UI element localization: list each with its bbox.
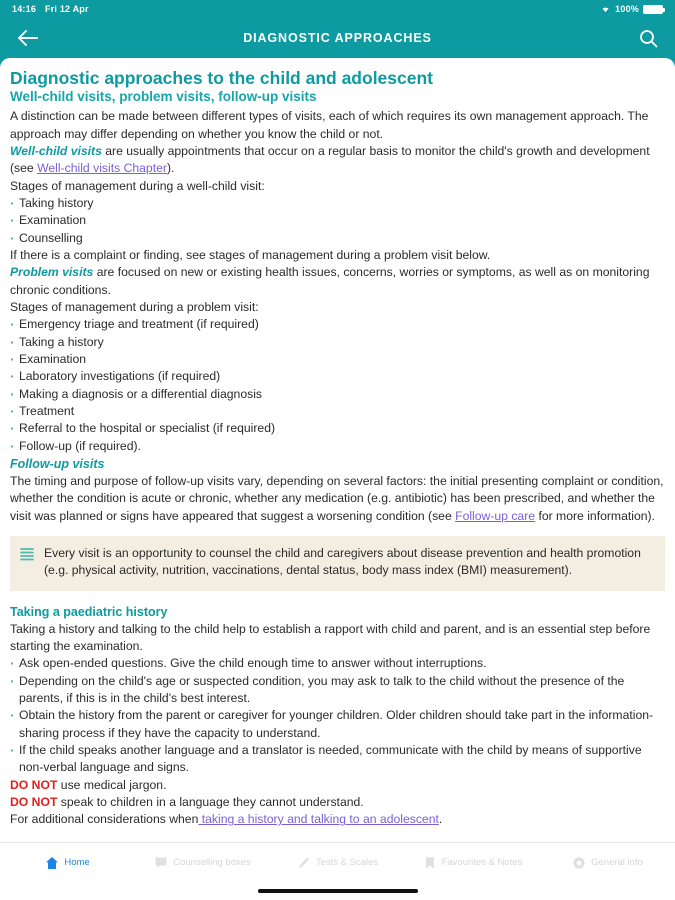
gear-icon	[572, 856, 586, 870]
followup-text-b: for more information).	[535, 508, 655, 523]
intro-paragraph: A distinction can be made between different types of visits, each of which requires its own management approach. The approach may differ depending on whether you know the child or not.	[10, 109, 649, 141]
nav-label: Favourites & Notes	[441, 857, 523, 868]
battery-icon	[643, 5, 663, 14]
list-item: · Emergency triage and treatment (if required)	[10, 316, 665, 333]
search-icon[interactable]	[635, 25, 661, 51]
battery-percent: 100%	[615, 4, 639, 14]
wellchild-paragraph	[10, 143, 665, 178]
status-time: 14:16	[12, 4, 37, 14]
list-item: · If the child speaks another language and a translator is needed, communicate with the child by means of supportive non-verbal language and signs.	[10, 742, 665, 777]
closing-line	[10, 811, 665, 828]
wellchild-text-a: are usually appointments that occur on a regular basis to monitor the child's growth and development (see	[10, 143, 650, 176]
home-indicator[interactable]	[258, 889, 418, 893]
list-lines-icon	[20, 547, 35, 567]
wellchild-note: If there is a complaint or finding, see stages of management during a problem visit below.	[10, 247, 491, 262]
status-bar	[0, 0, 675, 18]
nav-label: General info	[591, 857, 643, 868]
history-heading: Taking a paediatric history	[10, 604, 168, 619]
list-item: · Examination	[10, 212, 665, 229]
status-bar-left	[12, 4, 89, 14]
problem-term: Problem visits	[10, 265, 94, 280]
donot-label: DO NOT	[10, 795, 58, 810]
app-bar	[0, 18, 675, 58]
followup-paragraph	[10, 473, 665, 525]
problem-paragraph	[10, 264, 665, 299]
info-callout	[10, 536, 665, 591]
list-item: · Making a diagnosis or a differential diagnosis	[10, 386, 665, 403]
list-item: · Laboratory investigations (if required)	[10, 368, 665, 385]
info-callout-text: Every visit is an opportunity to counsel the child and caregivers about disease prevention and health promotion (e.g. physical activity, nutrition, vaccinations, dental status, body mass index (BMI) measurement).	[44, 545, 641, 578]
nav-label: Counselling boxes	[173, 857, 251, 868]
history-bullet-list	[10, 655, 665, 776]
nav-item-general-info[interactable]	[540, 856, 675, 870]
closing-text: For additional considerations when	[10, 812, 199, 827]
followup-care-link[interactable]: Follow-up care	[455, 508, 536, 523]
list-item: · Taking a history	[10, 334, 665, 351]
list-item: · Ask open-ended questions. Give the child enough time to answer without interruptions.	[10, 655, 665, 672]
list-item: · Counselling	[10, 230, 665, 247]
followup-heading: Follow-up visits	[10, 456, 105, 471]
list-item: · Referral to the hospital or specialist (if required)	[10, 420, 665, 437]
list-item: · Depending on the child's age or suspected condition, you may ask to talk to the child without the presence of the parents, if this is in the child's best interest.	[10, 673, 665, 708]
wellchild-text-b: ).	[166, 161, 175, 176]
nav-item-tests-scales[interactable]	[270, 856, 405, 870]
closing-period: .	[438, 812, 443, 827]
nav-label: Home	[64, 857, 90, 868]
wellchild-stages-list	[10, 195, 665, 247]
nav-item-home[interactable]	[0, 856, 135, 870]
page-title: Diagnostic approaches to the child and adolescent	[10, 68, 433, 88]
wifi-icon	[600, 4, 611, 15]
nav-item-counselling-boxes[interactable]	[135, 856, 270, 870]
donot-text: use medical jargon.	[57, 777, 167, 792]
donot-text: speak to children in a language they cannot understand.	[57, 795, 364, 810]
speech-bubble-icon	[154, 856, 168, 870]
app-bar-title: DIAGNOSTIC APPROACHES	[243, 31, 432, 45]
donot-line-1	[10, 777, 665, 794]
wellchild-chapter-link[interactable]: Well-child visits Chapter	[37, 161, 167, 176]
home-indicator-area	[0, 882, 675, 900]
problem-stages-list	[10, 316, 665, 455]
list-item: · Treatment	[10, 403, 665, 420]
status-date: Fri 12 Apr	[45, 4, 89, 14]
list-item: · Obtain the history from the parent or caregiver for younger children. Older children should take part in the information-sharing process if they have the capacity to understand.	[10, 707, 665, 742]
page-subtitle: Well-child visits, problem visits, follow-up visits	[10, 89, 317, 105]
list-item: · Follow-up (if required).	[10, 438, 665, 455]
history-intro: Taking a history and talking to the child help to establish a rapport with child and parent, and is an essential step before starting the examination.	[10, 621, 651, 654]
donot-line-2	[10, 794, 665, 811]
list-item: · Taking history	[10, 195, 665, 212]
ruler-icon	[297, 856, 311, 870]
problem-stages-label: Stages of management during a problem visit:	[10, 299, 259, 314]
problem-text: are focused on new or existing health issues, concerns, worries or symptoms, as well as on monitoring chronic conditions.	[10, 265, 650, 297]
adolescent-history-link[interactable]: taking a history and talking to an adolescent	[198, 812, 439, 827]
nav-item-favourites-notes[interactable]	[405, 856, 540, 870]
nav-label: Tests & Scales	[315, 857, 379, 868]
followup-text-a: The timing and purpose of follow-up visits vary, depending on several factors: the initial presenting complaint or condition, whether the condition is acute or chronic, whether any medication (e.g. antibiotic) has been prescribed, and whether the visit was planned or signs have appeared that suggest a worsening condition (see	[10, 474, 664, 523]
back-arrow-icon[interactable]	[14, 25, 40, 51]
article-scroll-area[interactable]	[0, 58, 675, 842]
list-item: · Examination	[10, 351, 665, 368]
bookmark-icon	[423, 856, 437, 870]
bottom-navigation	[0, 842, 675, 882]
status-bar-right	[600, 4, 663, 15]
wellchild-stages-label: Stages of management during a well-child visit:	[10, 178, 265, 193]
content-card	[0, 58, 675, 900]
wellchild-term: Well-child visits	[10, 143, 102, 158]
donot-label: DO NOT	[10, 777, 58, 792]
home-icon	[45, 856, 59, 870]
